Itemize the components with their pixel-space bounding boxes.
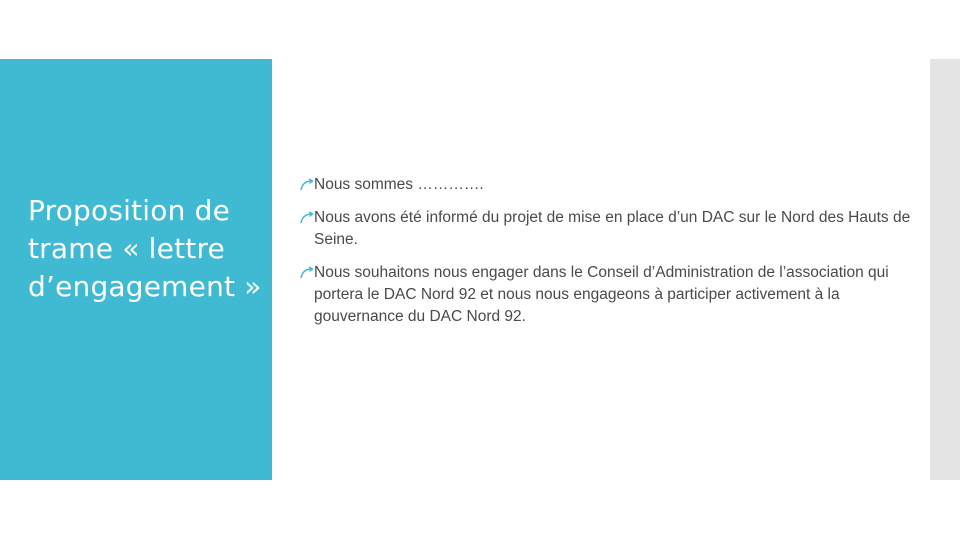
bullet-list: [298, 174, 918, 339]
slide-title: Proposition de trame « lettre d’engagement »: [28, 194, 262, 303]
bullet-item: [298, 207, 918, 251]
bullet-item: [298, 174, 918, 196]
bullet-item: [298, 262, 918, 328]
curved-arrow-icon: [300, 178, 314, 192]
bullet-text: Nous avons été informé du projet de mise en place d’un DAC sur le Nord des Hauts de Seine.: [314, 209, 911, 248]
right-decor-strip: [930, 59, 960, 480]
curved-arrow-icon: [300, 266, 314, 280]
bullet-text: Nous sommes ………….: [314, 176, 484, 193]
bullet-text: Nous souhaitons nous engager dans le Conseil d’Administration de l’association qui portera le DAC Nord 92 et nous nous engageons à participer activement à la gouvernance du DAC Nord 92.: [314, 264, 889, 325]
curved-arrow-icon: [300, 211, 314, 225]
